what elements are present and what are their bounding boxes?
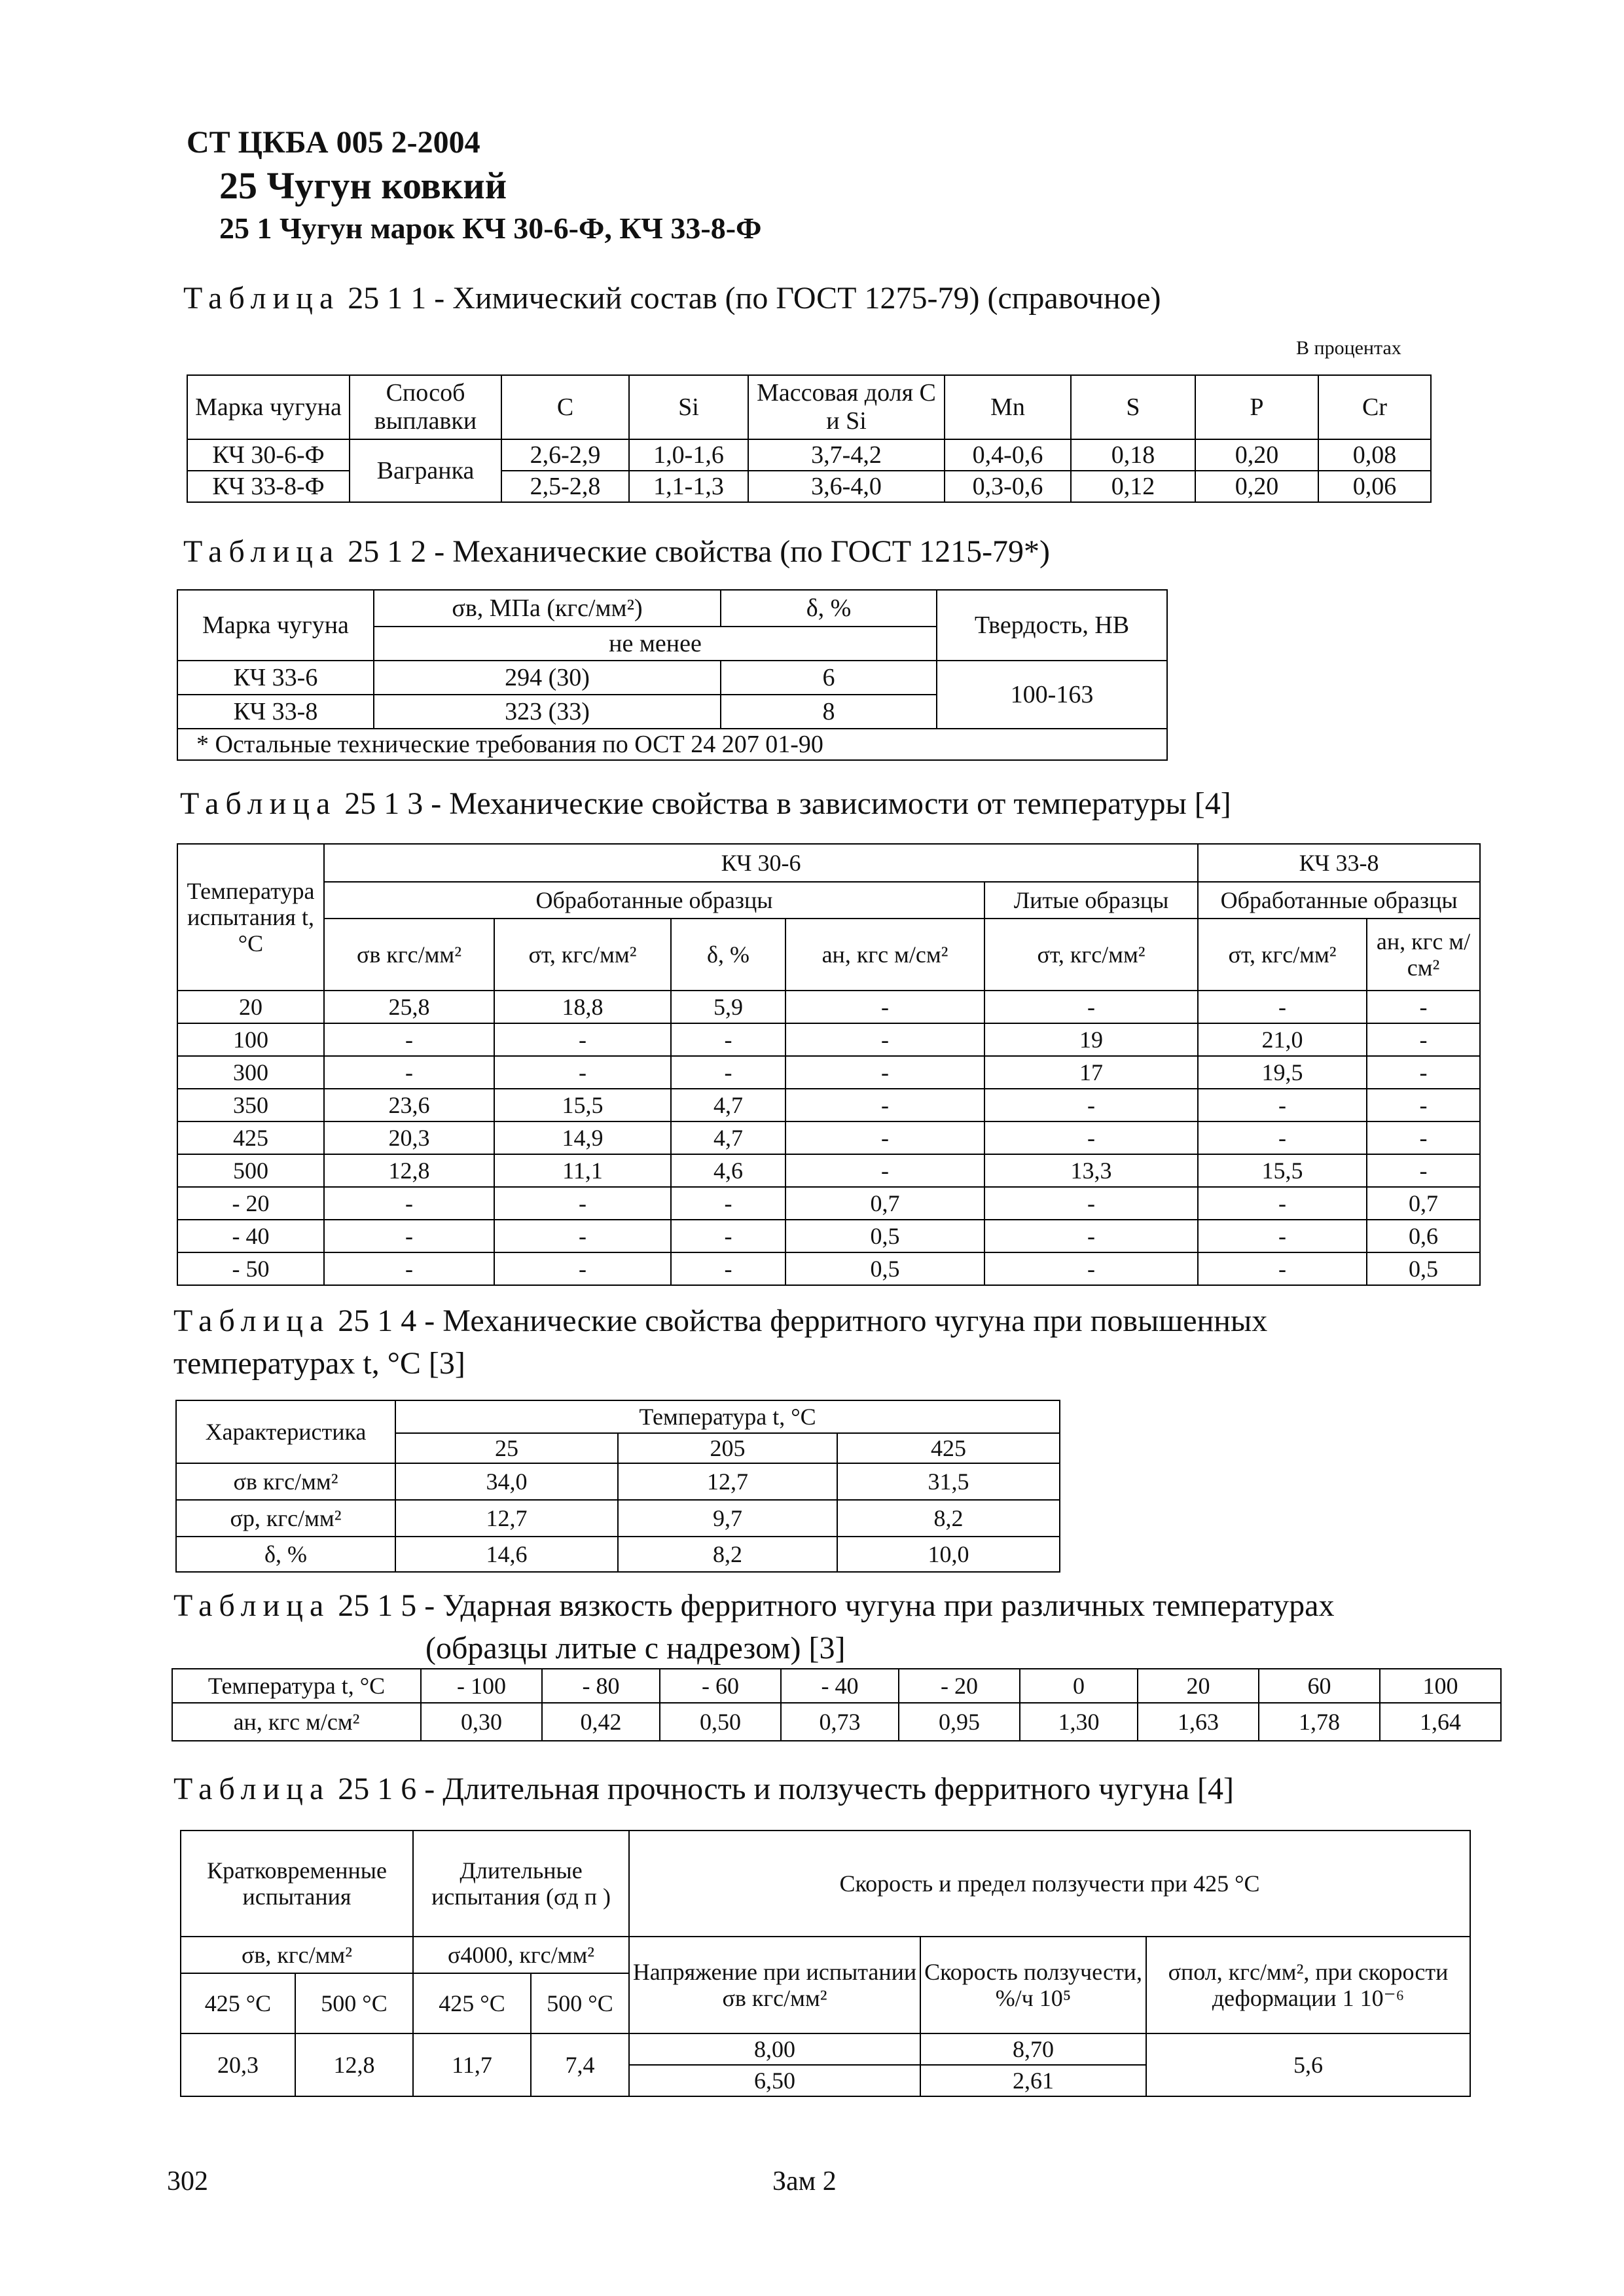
table-cell: - 60	[660, 1669, 781, 1703]
table-header-row	[177, 919, 1480, 991]
table-row	[176, 1463, 1060, 1500]
caption-part: 25 1 1	[348, 281, 427, 316]
table-cell: 0,6	[1367, 1220, 1480, 1252]
table-cell: 1,1-1,3	[629, 471, 748, 502]
table-row	[177, 1252, 1480, 1285]
table-cell: 12,8	[324, 1154, 494, 1187]
table-cell: - 80	[542, 1669, 660, 1703]
table-header-row	[177, 590, 1167, 627]
table-cell: 31,5	[837, 1463, 1060, 1500]
table-cell: 12,8	[295, 2033, 413, 2096]
table-cell: 0,50	[660, 1703, 781, 1741]
caption-part: 25 1 2	[348, 534, 427, 569]
table-row	[177, 1187, 1480, 1220]
table-cell: - 40	[177, 1220, 324, 1252]
caption-part: 25 1 4	[338, 1303, 417, 1338]
table-caption	[173, 1588, 1334, 1624]
table-cell: 1,78	[1259, 1703, 1380, 1741]
col-header: Марка чугуна	[177, 590, 374, 661]
table-row	[181, 2033, 1470, 2065]
table-cell: -	[785, 1023, 984, 1056]
table-temperature-properties	[177, 843, 1481, 1286]
col-header: δ, %	[671, 919, 785, 991]
col-header: ан, кгс м/см²	[785, 919, 984, 991]
table-cell: -	[785, 1121, 984, 1154]
table-cell: -	[494, 1023, 671, 1056]
table-cell: -	[984, 991, 1198, 1023]
table-cell: 25,8	[324, 991, 494, 1023]
table-caption-line2: температурах t, °С [3]	[173, 1346, 465, 1381]
table-row	[177, 1154, 1480, 1187]
table-cell: 350	[177, 1089, 324, 1121]
table-caption	[173, 1303, 1267, 1339]
table-cell: -	[324, 1252, 494, 1285]
col-header: С	[501, 375, 629, 439]
table-chemical-composition	[187, 374, 1432, 503]
col-header: σт, кгс/мм²	[494, 919, 671, 991]
table-cell: -	[671, 1220, 785, 1252]
table-cell: 500	[177, 1154, 324, 1187]
table-caption	[183, 534, 1050, 570]
table-cell: 10,0	[837, 1537, 1060, 1572]
table-header-row	[181, 1937, 1470, 1973]
table-row	[177, 1056, 1480, 1089]
col-header: Напряжение при испытании σв кгс/мм²	[629, 1937, 920, 2033]
table-cell: 21,0	[1198, 1023, 1367, 1056]
hardness-value: 100-163	[937, 661, 1167, 729]
table-row	[177, 661, 1167, 695]
col-header: σв, кгс/мм²	[181, 1937, 413, 1973]
table-cell: -	[1198, 1252, 1367, 1285]
table-row	[177, 1220, 1480, 1252]
table-cell: 100	[177, 1023, 324, 1056]
table-cell: 294 (30)	[374, 661, 721, 695]
table-cell: 300	[177, 1056, 324, 1089]
table-cell: 14,9	[494, 1121, 671, 1154]
table-cell: σр, кгс/мм²	[176, 1500, 395, 1537]
table-cell: 1,64	[1380, 1703, 1501, 1741]
table-cell: 20,3	[324, 1121, 494, 1154]
table-cell: 12,7	[395, 1500, 618, 1537]
doc-code: СТ ЦКБА 005 2-2004	[187, 125, 480, 160]
table-row	[176, 1537, 1060, 1572]
subsection-title: 25 1 Чугун марок КЧ 30-6-Ф, КЧ 33-8-Ф	[219, 211, 762, 245]
table-cell: 19,5	[1198, 1056, 1367, 1089]
col-header: 425 °С	[181, 1973, 295, 2033]
table-cell: 3,6-4,0	[748, 471, 945, 502]
col-header: 205	[618, 1433, 837, 1463]
table-header-row	[177, 729, 1167, 760]
col-header: Si	[629, 375, 748, 439]
col-header: КЧ 33-8	[1198, 844, 1480, 882]
table-cell: КЧ 33-8-Ф	[187, 471, 350, 502]
table-cell: 18,8	[494, 991, 671, 1023]
caption-part: - Ударная вязкость ферритного чугуна при различных температурах	[424, 1588, 1335, 1623]
table-cell: -	[1198, 1187, 1367, 1220]
caption-part: Таблица	[183, 534, 340, 569]
col-header: Cr	[1318, 375, 1431, 439]
table-cell: 60	[1259, 1669, 1380, 1703]
col-header: Литые образцы	[984, 882, 1198, 919]
unit-note: В процентах	[1296, 337, 1401, 359]
table-cell: 0,30	[421, 1703, 542, 1741]
table-cell: 9,7	[618, 1500, 837, 1537]
table-caption-line2: (образцы литые с надрезом) [3]	[425, 1631, 846, 1666]
col-header: 25	[395, 1433, 618, 1463]
caption-part: - Длительная прочность и ползучесть ферритного чугуна [4]	[424, 1772, 1234, 1806]
table-cell: 2,6-2,9	[501, 439, 629, 471]
table-cell: 0,18	[1071, 439, 1195, 471]
table-cell: -	[785, 991, 984, 1023]
col-header: 425 °С	[413, 1973, 531, 2033]
table-cell: 0,73	[781, 1703, 899, 1741]
table-header-row	[176, 1400, 1060, 1433]
table-cell: 20	[177, 991, 324, 1023]
table-cell: 6,50	[629, 2065, 920, 2096]
table-cell: -	[984, 1121, 1198, 1154]
table-cell: 15,5	[494, 1089, 671, 1121]
table-cell: 7,4	[531, 2033, 629, 2096]
table-cell: -	[1198, 1121, 1367, 1154]
table-cell: 0,08	[1318, 439, 1431, 471]
col-header: Массовая доля С и Si	[748, 375, 945, 439]
col-header: Скорость и предел ползучести при 425 °С	[629, 1831, 1470, 1937]
col-header: Температура t, °С	[395, 1400, 1060, 1433]
table-cell: 5,6	[1146, 2033, 1470, 2096]
table-cell: -	[1198, 1089, 1367, 1121]
table-cell: 0,7	[1367, 1187, 1480, 1220]
table-cell: -	[785, 1154, 984, 1187]
caption-part: Таблица	[173, 1772, 331, 1806]
table-cell: -	[671, 1056, 785, 1089]
table-cell: КЧ 30-6-Ф	[187, 439, 350, 471]
col-header: δ, %	[721, 590, 937, 627]
table-cell: 323 (33)	[374, 695, 721, 729]
table-cell: 0,20	[1195, 439, 1318, 471]
table-cell: 5,9	[671, 991, 785, 1023]
table-cell: -	[324, 1023, 494, 1056]
caption-part: 25 1 5	[338, 1588, 417, 1623]
table-cell: КЧ 33-8	[177, 695, 374, 729]
caption-part: 25 1 3	[344, 786, 424, 821]
col-header: Характеристика	[176, 1400, 395, 1463]
table-cell: 0,4-0,6	[945, 439, 1071, 471]
table-caption	[173, 1771, 1234, 1807]
table-cell: 0,20	[1195, 471, 1318, 502]
table-cell: 19	[984, 1023, 1198, 1056]
col-header: Скорость ползучести, %/ч 10⁵	[920, 1937, 1146, 2033]
table-cell: -	[785, 1089, 984, 1121]
table-cell: σв кгс/мм²	[176, 1463, 395, 1500]
table-cell: 1,63	[1138, 1703, 1259, 1741]
table-cell: 20,3	[181, 2033, 295, 2096]
col-header: Обработанные образцы	[324, 882, 984, 919]
table-row	[177, 1023, 1480, 1056]
table-row	[177, 1089, 1480, 1121]
table-header-row	[181, 1831, 1470, 1937]
table-cell: 8,2	[837, 1500, 1060, 1537]
melting-method: Вагранка	[350, 439, 501, 502]
table-cell: 8,2	[618, 1537, 837, 1572]
col-header: Способ выплавки	[350, 375, 501, 439]
table-cell: 0,95	[899, 1703, 1020, 1741]
table-cell: -	[1367, 1089, 1480, 1121]
table-cell: 4,6	[671, 1154, 785, 1187]
table-cell: -	[785, 1056, 984, 1089]
table-cell: -	[671, 1023, 785, 1056]
table-cell: δ, %	[176, 1537, 395, 1572]
table-cell: -	[494, 1220, 671, 1252]
table-cell: 34,0	[395, 1463, 618, 1500]
table-cell: 14,6	[395, 1537, 618, 1572]
table-cell: 0,42	[542, 1703, 660, 1741]
table-cell: -	[1367, 991, 1480, 1023]
col-header: ан, кгс м/см²	[1367, 919, 1480, 991]
col-header: не менее	[374, 627, 937, 661]
table-header-row	[177, 882, 1480, 919]
table-cell: -	[324, 1056, 494, 1089]
table-cell: 11,7	[413, 2033, 531, 2096]
table-cell: - 50	[177, 1252, 324, 1285]
table-cell: 100	[1380, 1669, 1501, 1703]
col-header: 500 °С	[295, 1973, 413, 2033]
col-header: σт, кгс/мм²	[984, 919, 1198, 991]
caption-part: Таблица	[173, 1303, 331, 1338]
amendment-note: Зам 2	[772, 2166, 837, 2196]
col-header: Твердость, НВ	[937, 590, 1167, 661]
table-long-term-strength	[180, 1830, 1471, 2097]
table-cell: -	[324, 1187, 494, 1220]
table-cell: 6	[721, 661, 937, 695]
caption-part: - Механические свойства ферритного чугуна при повышенных	[424, 1303, 1268, 1338]
page-number: 302	[167, 2166, 208, 2196]
table-cell: -	[671, 1252, 785, 1285]
col-header: 500 °С	[531, 1973, 629, 2033]
table-cell: -	[1367, 1023, 1480, 1056]
caption-part: Таблица	[180, 786, 337, 821]
table-cell: 13,3	[984, 1154, 1198, 1187]
col-header: Кратковременные испытания	[181, 1831, 413, 1937]
table-cell: 0,06	[1318, 471, 1431, 502]
table-cell: 0,5	[1367, 1252, 1480, 1285]
table-cell: -	[324, 1220, 494, 1252]
table-cell: 8,70	[920, 2033, 1146, 2065]
table-cell: 0,3-0,6	[945, 471, 1071, 502]
table-cell: 4,7	[671, 1089, 785, 1121]
table-cell: -	[984, 1187, 1198, 1220]
col-header: σт, кгс/мм²	[1198, 919, 1367, 991]
table-row	[176, 1500, 1060, 1537]
table-cell: -	[1367, 1121, 1480, 1154]
table-cell: 12,7	[618, 1463, 837, 1500]
table-row	[172, 1703, 1501, 1741]
table-header-row	[187, 375, 1431, 439]
table-cell: -	[671, 1187, 785, 1220]
table-cell: -	[494, 1187, 671, 1220]
caption-part: 25 1 6	[338, 1772, 417, 1806]
col-header: Длительные испытания (σд п )	[413, 1831, 629, 1937]
table-cell: 4,7	[671, 1121, 785, 1154]
row-header: Температура t, °С	[172, 1669, 421, 1703]
col-header: 425	[837, 1433, 1060, 1463]
table-impact-toughness	[171, 1668, 1502, 1741]
table-cell: 0,5	[785, 1220, 984, 1252]
table-cell: 1,30	[1020, 1703, 1138, 1741]
table-cell: -	[1367, 1154, 1480, 1187]
table-cell: -	[494, 1252, 671, 1285]
table-row	[187, 439, 1431, 471]
table-cell: 8	[721, 695, 937, 729]
col-header: σ4000, кгс/мм²	[413, 1937, 629, 1973]
section-title: 25 Чугун ковкий	[219, 164, 507, 207]
table-cell: 1,0-1,6	[629, 439, 748, 471]
col-header: Марка чугуна	[187, 375, 350, 439]
table-cell: 20	[1138, 1669, 1259, 1703]
col-header: σв, МПа (кгс/мм²)	[374, 590, 721, 627]
col-header: КЧ 30-6	[324, 844, 1198, 882]
table-cell: - 100	[421, 1669, 542, 1703]
table-cell: 0,7	[785, 1187, 984, 1220]
table-cell: -	[984, 1089, 1198, 1121]
col-header: Обработанные образцы	[1198, 882, 1480, 919]
table-cell: 2,5-2,8	[501, 471, 629, 502]
table-cell: -	[984, 1252, 1198, 1285]
table-cell: 23,6	[324, 1089, 494, 1121]
table-cell: 8,00	[629, 2033, 920, 2065]
table-cell: 0	[1020, 1669, 1138, 1703]
col-header: S	[1071, 375, 1195, 439]
col-header: σв кгс/мм²	[324, 919, 494, 991]
table-cell: -	[494, 1056, 671, 1089]
table-cell: -	[984, 1220, 1198, 1252]
table-cell: 11,1	[494, 1154, 671, 1187]
row-header: ан, кгс м/см²	[172, 1703, 421, 1741]
table-cell: 3,7-4,2	[748, 439, 945, 471]
table-cell: -	[1367, 1056, 1480, 1089]
col-header: Mn	[945, 375, 1071, 439]
table-cell: 0,12	[1071, 471, 1195, 502]
table-header-row	[177, 844, 1480, 882]
caption-part: Таблица	[173, 1588, 331, 1623]
table-cell: 2,61	[920, 2065, 1146, 2096]
col-header: Температура испытания t, °С	[177, 844, 324, 991]
table-cell: 17	[984, 1056, 1198, 1089]
table-caption	[183, 280, 1161, 316]
table-cell: -	[1198, 1220, 1367, 1252]
table-cell: - 40	[781, 1669, 899, 1703]
table-row	[177, 991, 1480, 1023]
table-footnote: * Остальные технические требования по ОСТ 24 207 01-90	[177, 729, 1167, 760]
table-cell: КЧ 33-6	[177, 661, 374, 695]
table-cell: - 20	[899, 1669, 1020, 1703]
table-ferritic-elevated	[175, 1400, 1060, 1573]
table-cell: -	[1198, 991, 1367, 1023]
table-cell: 425	[177, 1121, 324, 1154]
table-cell: 15,5	[1198, 1154, 1367, 1187]
table-cell: - 20	[177, 1187, 324, 1220]
caption-part: - Механические свойства в зависимости от температуры [4]	[431, 786, 1231, 821]
caption-part: Таблица	[183, 281, 340, 316]
col-header: P	[1195, 375, 1318, 439]
caption-part: - Механические свойства (по ГОСТ 1215-79*)	[434, 534, 1051, 569]
table-cell: 0,5	[785, 1252, 984, 1285]
table-mechanical-properties	[177, 589, 1168, 761]
col-header: σпол, кгс/мм², при скорости деформации 1 10⁻⁶	[1146, 1937, 1470, 2033]
table-row	[177, 1121, 1480, 1154]
table-row	[172, 1669, 1501, 1703]
table-caption	[180, 786, 1231, 822]
caption-part: - Химический состав (по ГОСТ 1275-79) (справочное)	[434, 281, 1161, 316]
